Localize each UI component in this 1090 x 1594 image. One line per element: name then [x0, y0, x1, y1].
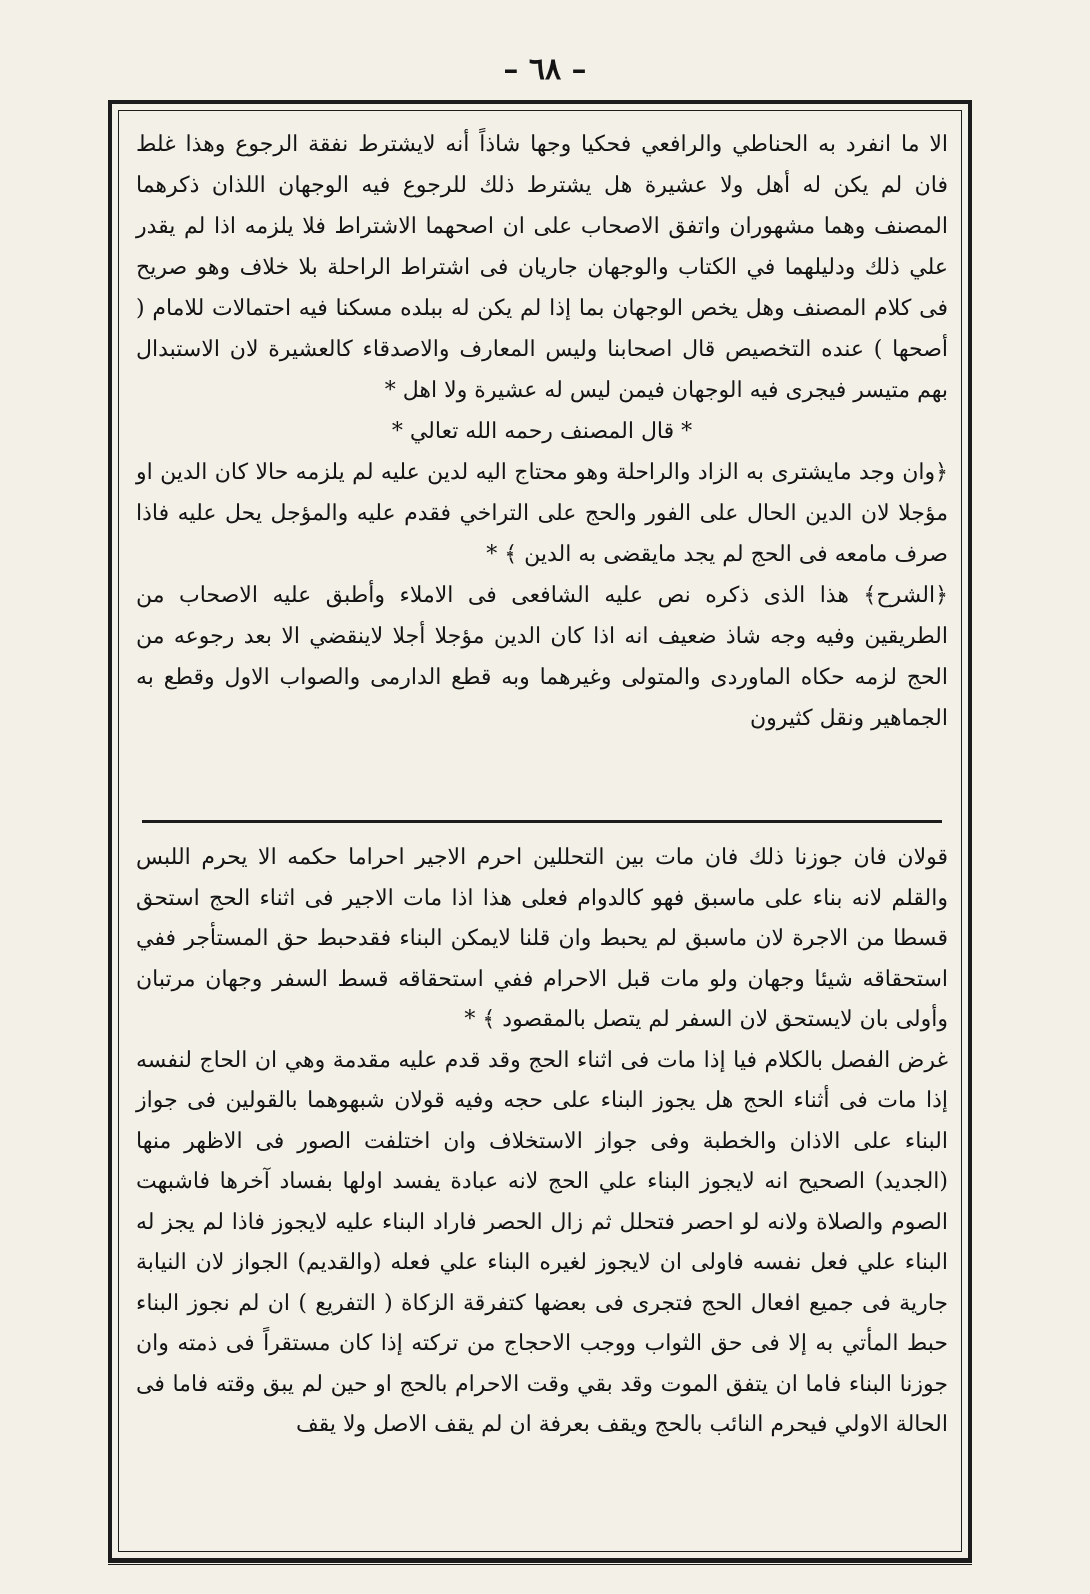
footnote-paragraph-2: غرض الفصل بالكلام فيا إذا مات فى اثناء الحج وقد قدم عليه مقدمة وهي ان الحاج لنفسه إذا مات فى أثناء الحج هل يجوز البناء على حجه وفيه قولان شبهوهما بالقولين فى جواز البناء على الاذان والخطبة وفى جواز الاستخلاف وان اختلفت الصور فى الاظهر منها (الجديد) الصحيح انه لايجوز البناء علي الحج لانه عبادة يفسد اولها بفساد آخرها فاشبهت الصوم والصلاة ولانه لو احصر فتحلل ثم زال الحصر فاراد البناء عليه لايجوز فاذا لم يجز له البناء علي فعل نفسه فاولى ان لايجوز لغيره البناء علي فعله (والقديم) الجواز لان النيابة جارية فى جميع افعال الحج فتجرى فى بعضها كتفرقة الزكاة ( التفريع ) ان لم نجوز البناء حبط المأتي به إلا فى حق الثواب ووجب الاحجاج من تركته إذا كان مستقراً فى ذمته وان جوزنا البناء فاما ان يتفق الموت وقد بقي وقت الاحرام بالحج او حين لم يبق وقته فاما فى الحالة الاولي فيحرم النائب بالحج ويقف بعرفة ان لم يقف الاصل ولا يقف	[136, 1047, 948, 1437]
author-heading: * قال المصنف رحمه الله تعالي *	[391, 419, 693, 444]
main-paragraph-1: الا ما انفرد به الحناطي والرافعي فحكيا وجها شاذاً أنه لايشترط نفقة الرجوع وهذا غلط فان لم يكن له أهل ولا عشيرة هل يشترط ذلك للرجوع فيه الوجهان اللذان ذكرهما المصنف وهما مشهوران واتفق الاصحاب على ان اصحهما الاشتراط فلا يلزمه اذا لم يقدر علي ذلك ودليلهما في الكتاب والوجهان جاريان فى اشتراط الراحلة بلا خلاف وهو صريح فى كلام المصنف وهل يخص الوجهان بما إذا لم يكن له ببلده مسكنا فيه احتمالات للامام ( أصحها ) عنده التخصيص قال اصحابنا وليس المعارف والاصدقاء كالعشيرة لان الاستبدال بهم متيسر فيجرى فيه الوجهان فيمن ليس له عشيرة ولا اهل *	[136, 132, 948, 403]
main-paragraph-2: ﴿وان وجد مايشترى به الزاد والراحلة وهو محتاج اليه لدين عليه لم يلزمه حالا كان الدين او مؤجلا لان الدين الحال على الفور والحج على التراخي فقدم عليه والمؤجل يحل عليه فاذا صرف مامعه فى الحج لم يجد مايقضى به الدين ﴾ *	[136, 460, 948, 567]
footnote-text	[136, 838, 948, 1446]
bottom-double-rule	[108, 1552, 972, 1565]
commentary-paragraph: ﴿الشرح﴾ هذا الذى ذكره نص عليه الشافعى فى الاملاء وأطبق عليه الاصحاب من الطريقين وفيه وجه شاذ ضعيف انه اذا كان الدين مؤجلا أجلا لاينقضي الا بعد رجوعه من الحج لزمه حكاه الماوردى والمتولى وغيرهما وبه قطع الدارمى والصواب الاول وقطع به الجماهير ونقل كثيرون	[136, 583, 948, 731]
page-number: – ٦٨ –	[503, 52, 587, 87]
footnote-paragraph-1: قولان فان جوزنا ذلك فان مات بين التحللين احرم الاجير احراما حكمه الا يحرم اللبس والقلم لانه بناء على ماسبق فهو كالدوام فعلى هذا اذا مات الاجير فى اثناء الحج استحق قسطا من الاجرة لان ماسبق لم يحبط وان قلنا لايمكن البناء فقدحبط حق المستأجر ففي استحقاقه شيئا وجهان ولو مات قبل الاحرام ففي استحقاقه قسط السفر وجهان مرتبان وأولى بان لايستحق لان السفر لم يتصل بالمقصود ﴾ *	[136, 845, 948, 1032]
main-text	[136, 124, 948, 739]
section-divider	[142, 820, 942, 823]
